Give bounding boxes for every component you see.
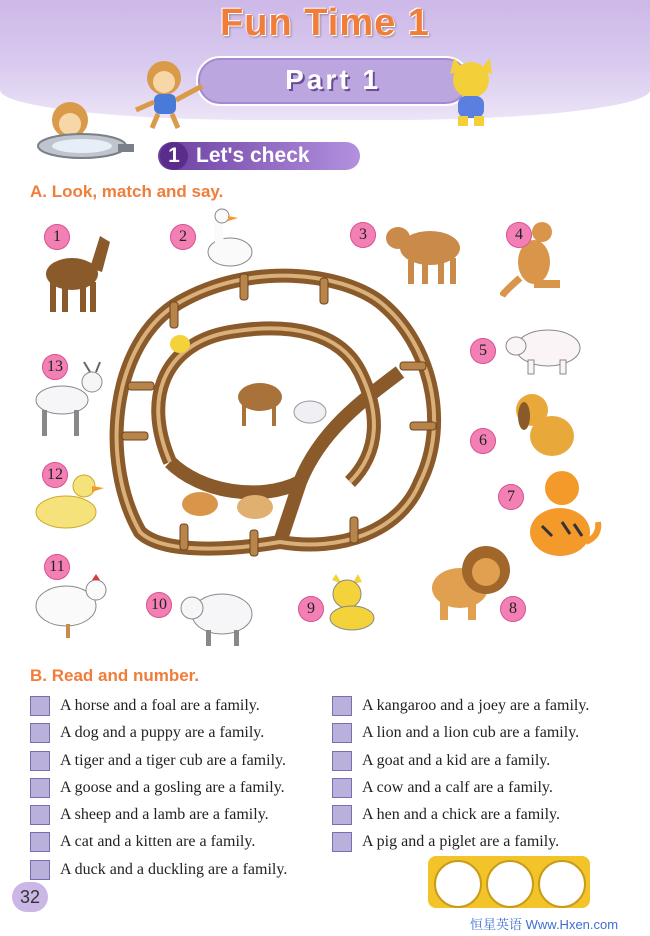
badge-8: 8 (500, 596, 526, 622)
answer-box[interactable] (30, 696, 50, 716)
answer-box[interactable] (332, 696, 352, 716)
goat-illustration (28, 360, 108, 438)
page-number: 32 (12, 882, 48, 912)
answer-box[interactable] (332, 723, 352, 743)
answer-box[interactable] (332, 778, 352, 798)
thumbs-down-icon (538, 860, 586, 908)
answer-box[interactable] (30, 751, 50, 771)
answer-box[interactable] (30, 805, 50, 825)
badge-1: 1 (44, 224, 70, 250)
part-banner: Part 1 (196, 56, 470, 106)
dog-illustration (510, 384, 582, 462)
magnifier-illustration (26, 90, 136, 170)
cat-illustration (440, 56, 502, 128)
badge-4: 4 (506, 222, 532, 248)
answer-box[interactable] (30, 860, 50, 880)
maze-illustration (100, 262, 460, 562)
thumbs-sideways-icon (486, 860, 534, 908)
section-number: 1 (160, 142, 188, 170)
badge-12: 12 (42, 462, 68, 488)
section-label: Let's check (196, 144, 310, 167)
badge-5: 5 (470, 338, 496, 364)
badge-10: 10 (146, 592, 172, 618)
part-a-heading: A. Look, match and say. (30, 182, 224, 201)
duck-illustration (30, 468, 106, 536)
goose-illustration (200, 206, 258, 276)
badge-11: 11 (44, 554, 70, 580)
hen-illustration (30, 570, 114, 640)
page-title: Fun Time 1 (220, 2, 430, 44)
answer-box[interactable] (30, 778, 50, 798)
sheep-illustration (176, 586, 258, 648)
badge-3: 3 (350, 222, 376, 248)
part-b-heading: B. Read and number. (30, 666, 200, 685)
monkey-illustration (130, 56, 210, 130)
answer-box[interactable] (332, 751, 352, 771)
rating-thumbs (428, 856, 590, 908)
cow-illustration (382, 210, 470, 288)
answer-box[interactable] (332, 805, 352, 825)
watermark: 恒星英语 Www.Hxen.com (470, 917, 619, 932)
badge-9: 9 (298, 596, 324, 622)
badge-7: 7 (498, 484, 524, 510)
badge-13: 13 (42, 354, 68, 380)
pig-illustration (498, 322, 590, 378)
section-heading (158, 142, 360, 170)
answer-box[interactable] (332, 832, 352, 852)
thumbs-up-icon (434, 860, 482, 908)
tiger-illustration (512, 466, 602, 566)
badge-2: 2 (170, 224, 196, 250)
answer-box[interactable] (30, 832, 50, 852)
answer-box[interactable] (30, 723, 50, 743)
badge-6: 6 (470, 428, 496, 454)
